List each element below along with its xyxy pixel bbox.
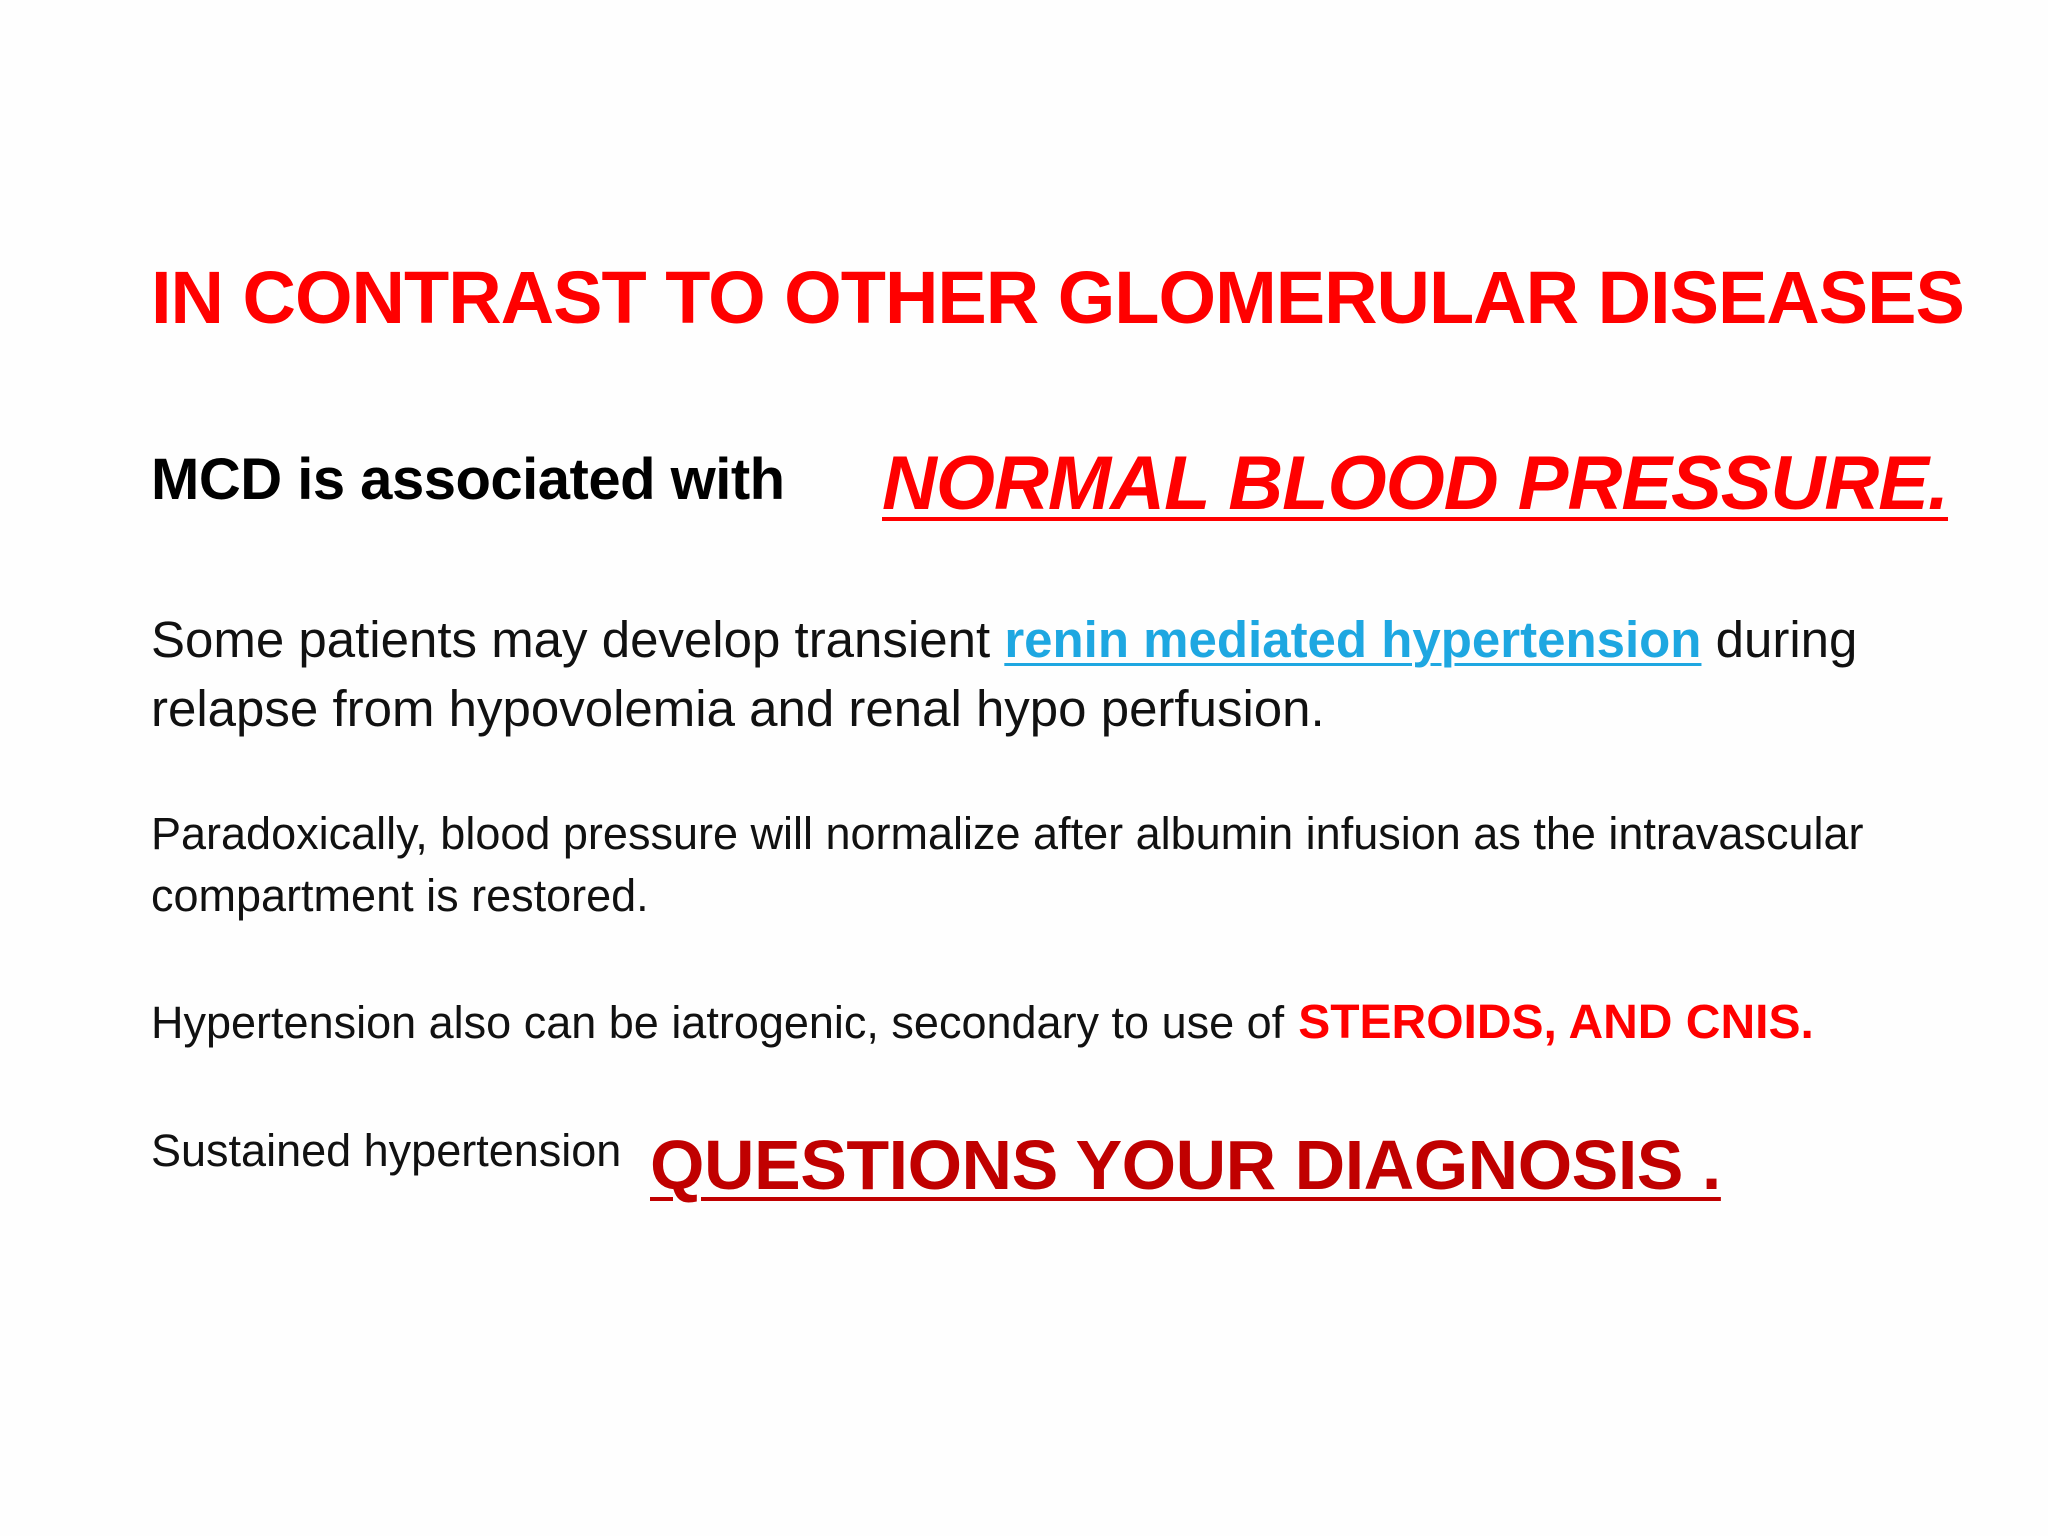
questions-diagnosis-highlight: QUESTIONS YOUR DIAGNOSIS . bbox=[650, 1126, 1721, 1204]
slide-title: IN CONTRAST TO OTHER GLOMERULAR DISEASES bbox=[151, 256, 1964, 339]
renin-paragraph bbox=[151, 605, 1971, 743]
renin-paragraph-end: during relapse from hypovolemia and renal hypo perfusion. bbox=[151, 611, 1858, 737]
mcd-association-text: MCD is associated with bbox=[151, 447, 785, 512]
normal-blood-pressure-highlight: NORMAL BLOOD PRESSURE. bbox=[882, 441, 1949, 526]
iatrogenic-text: Hypertension also can be iatrogenic, secondary to use of bbox=[151, 997, 1285, 1048]
steroids-cnis-highlight: STEROIDS, AND CNIS. bbox=[1298, 996, 1814, 1049]
renin-paragraph-start: Some patients may develop transient bbox=[151, 611, 1005, 668]
iatrogenic-paragraph bbox=[151, 995, 1814, 1050]
albumin-paragraph: Paradoxically, blood pressure will normalize after albumin infusion as the intravascular compartment is restored. bbox=[151, 808, 1864, 921]
sustained-hypertension-text: Sustained hypertension bbox=[151, 1125, 622, 1176]
renin-hypertension-link[interactable]: renin mediated hypertension bbox=[1004, 611, 1702, 668]
